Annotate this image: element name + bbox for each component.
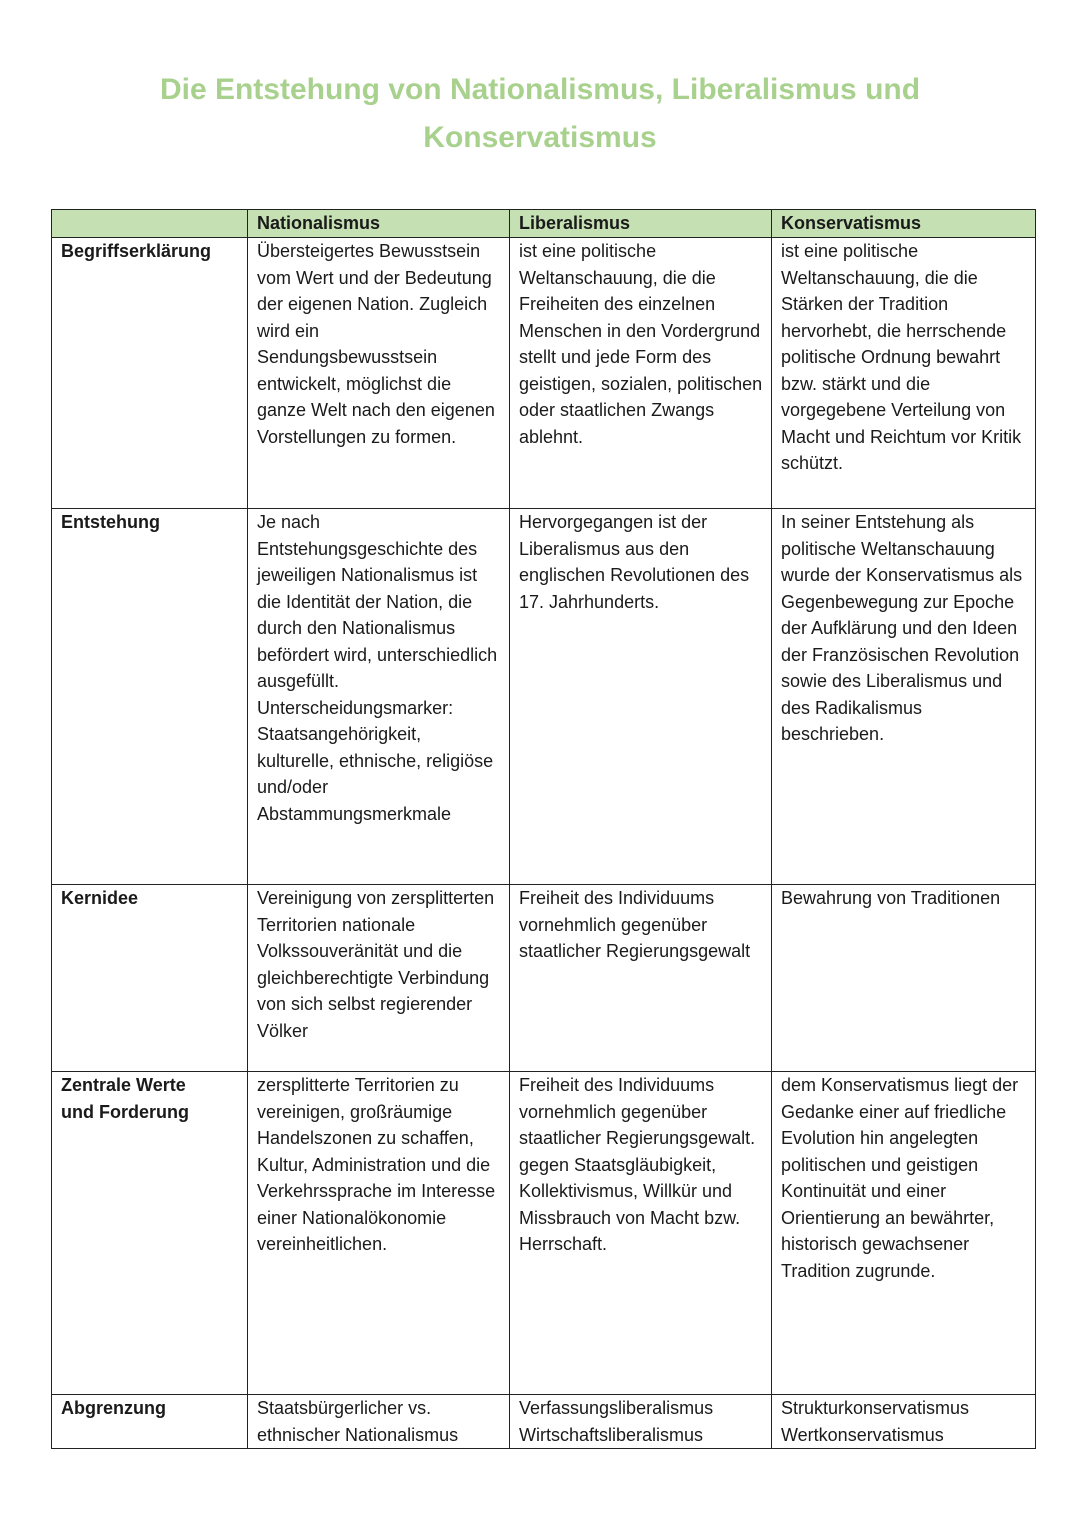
cell-zentrale-werte-konservatismus: dem Konservatismus liegt der Gedanke einer auf friedliche Evolution hin angelegten politischen und geistigen Kontinuität und einer Orientierung an bewährter, historisch gewachsener Tradition zugrunde. bbox=[772, 1072, 1036, 1395]
cell-kernidee-konservatismus: Bewahrung von Traditionen bbox=[772, 885, 1036, 1072]
row-label-zentrale-werte-line-2: und Forderung bbox=[61, 1101, 189, 1122]
cell-entstehung-nationalismus: Je nach Entstehungsgeschichte des jeweiligen Nationalismus ist die Identität der Nation, die durch den Nationalismus befördert wird, unterschiedlich ausgefüllt. Unterscheidungsmarker: Staatsangehörigkeit, kulturelle, ethnische, religiöse und/oder Abstammungsmerkmale bbox=[248, 509, 510, 885]
row-label-begriffserklaerung: Begriffserklärung bbox=[52, 238, 248, 509]
cell-kernidee-liberalismus: Freiheit des Individuums vornehmlich gegenüber staatlicher Regierungsgewalt bbox=[510, 885, 772, 1072]
cell-kernidee-nationalismus: Vereinigung von zersplitterten Territorien nationale Volkssouveränität und die gleichberechtigte Verbindung von sich selbst regierender Völker bbox=[248, 885, 510, 1072]
cell-abgrenzung-nationalismus bbox=[248, 1395, 510, 1449]
cell-abgrenzung-nationalismus-line-1: Staatsbürgerlicher vs. bbox=[257, 1398, 432, 1418]
comparison-table bbox=[51, 209, 1036, 1449]
row-label-zentrale-werte-line-1: Zentrale Werte bbox=[61, 1075, 186, 1095]
table-row-begriffserklaerung bbox=[52, 238, 1036, 509]
table-header-row bbox=[52, 210, 1036, 238]
cell-abgrenzung-liberalismus-line-1: Verfassungsliberalismus bbox=[519, 1398, 714, 1418]
cell-begriffserklaerung-konservatismus: ist eine politische Weltanschauung, die die Stärken der Tradition hervorhebt, die herrschende politische Ordnung bewahrt bzw. stärkt und die vorgegebene Verteilung von Macht und Reichtum vor Kritik schützt. bbox=[772, 238, 1036, 509]
table-row-zentrale-werte bbox=[52, 1072, 1036, 1395]
table-row-entstehung bbox=[52, 509, 1036, 885]
header-konservatismus: Konservatismus bbox=[772, 210, 1036, 238]
row-label-kernidee: Kernidee bbox=[52, 885, 248, 1072]
cell-abgrenzung-konservatismus-line-1: Strukturkonservatismus bbox=[781, 1398, 970, 1418]
header-liberalismus: Liberalismus bbox=[510, 210, 772, 238]
cell-entstehung-konservatismus: In seiner Entstehung als politische Weltanschauung wurde der Konservatismus als Gegenbewegung zur Epoche der Aufklärung und den Ideen der Französischen Revolution sowie des Liberalismus und des Radikalismus beschrieben. bbox=[772, 509, 1036, 885]
page-title bbox=[0, 66, 1080, 162]
cell-abgrenzung-konservatismus bbox=[772, 1395, 1036, 1449]
row-label-entstehung: Entstehung bbox=[52, 509, 248, 885]
header-empty-cell bbox=[52, 210, 248, 238]
row-label-zentrale-werte bbox=[52, 1072, 248, 1395]
page-title-line-1: Die Entstehung von Nationalismus, Liberalismus und bbox=[159, 73, 921, 106]
cell-zentrale-werte-liberalismus: Freiheit des Individuums vornehmlich gegenüber staatlicher Regierungsgewalt. gegen Staatsgläubigkeit, Kollektivismus, Willkür und Missbrauch von Macht bzw. Herrschaft. bbox=[510, 1072, 772, 1395]
cell-begriffserklaerung-liberalismus: ist eine politische Weltanschauung, die die Freiheiten des einzelnen Menschen in den Vordergrund stellt und jede Form des geistigen, sozialen, politischen oder staatlichen Zwangs ablehnt. bbox=[510, 238, 772, 509]
cell-zentrale-werte-nationalismus: zersplitterte Territorien zu vereinigen, großräumige Handelszonen zu schaffen, Kultur, Administration und die Verkehrssprache im Interesse einer Nationalökonomie vereinheitlichen. bbox=[248, 1072, 510, 1395]
page-title-line-2: Konservatismus bbox=[423, 121, 657, 154]
table-row-abgrenzung bbox=[52, 1395, 1036, 1449]
cell-begriffserklaerung-nationalismus: Übersteigertes Bewusstsein vom Wert und der Bedeutung der eigenen Nation. Zugleich wird ein Sendungsbewusstsein entwickelt, möglichst die ganze Welt nach den eigenen Vorstellungen zu formen. bbox=[248, 238, 510, 509]
row-label-abgrenzung: Abgrenzung bbox=[52, 1395, 248, 1449]
cell-entstehung-liberalismus: Hervorgegangen ist der Liberalismus aus den englischen Revolutionen des 17. Jahrhunderts. bbox=[510, 509, 772, 885]
cell-abgrenzung-liberalismus bbox=[510, 1395, 772, 1449]
header-nationalismus: Nationalismus bbox=[248, 210, 510, 238]
cell-abgrenzung-nationalismus-line-2: ethnischer Nationalismus bbox=[257, 1424, 459, 1445]
cell-abgrenzung-liberalismus-line-2: Wirtschaftsliberalismus bbox=[519, 1424, 704, 1445]
cell-abgrenzung-konservatismus-line-2: Wertkonservatismus bbox=[781, 1424, 944, 1445]
table-row-kernidee bbox=[52, 885, 1036, 1072]
